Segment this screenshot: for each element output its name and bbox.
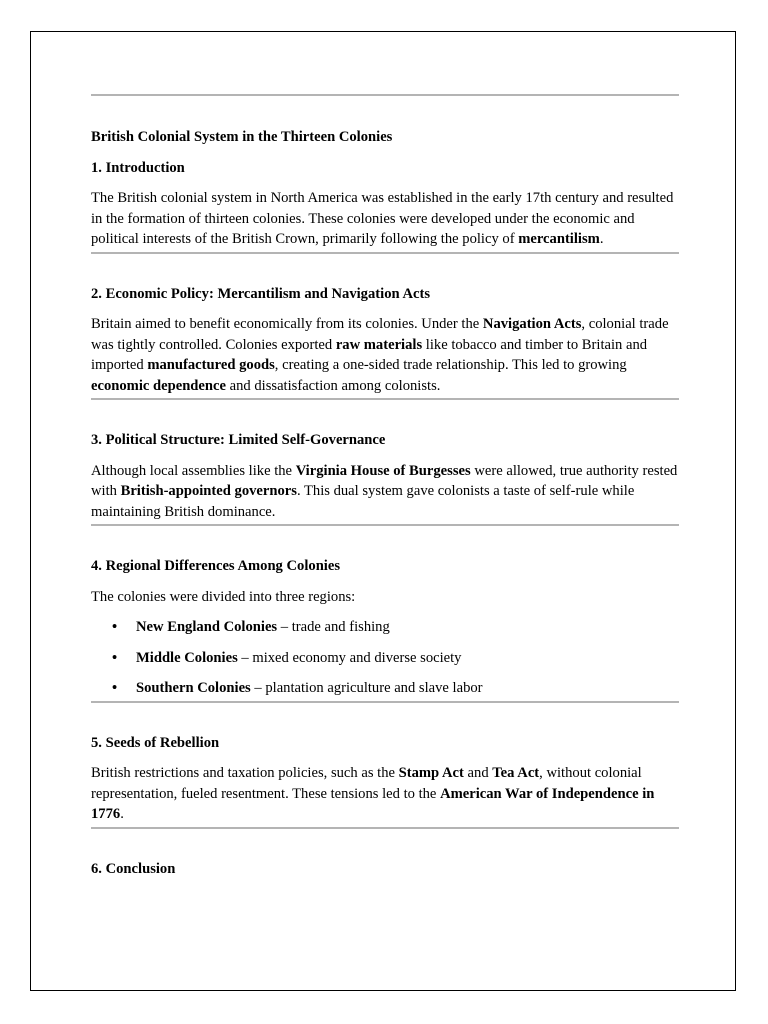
text-run: and — [463, 765, 493, 781]
text-run: British restrictions and taxation policies, such as the — [91, 765, 399, 781]
document-title: British Colonial System in the Thirteen Colonies — [91, 129, 393, 145]
bold-term: Virginia House of Burgesses — [295, 462, 471, 479]
section-heading-conclusion: 6. Conclusion — [91, 860, 176, 877]
text-run: , creating a one-sided trade relationship. This led to growing — [274, 357, 627, 373]
text-run: . — [599, 231, 604, 247]
list-item — [91, 648, 679, 669]
bold-term: economic dependence — [91, 377, 226, 394]
bold-term: Middle Colonies — [136, 649, 238, 666]
text-run: The colonies were divided into three regions: — [91, 588, 356, 605]
bold-term: manufactured goods — [147, 357, 275, 373]
section-heading-economic-policy: 2. Economic Policy: Mercantilism and Navigation Acts — [91, 285, 431, 302]
section-paragraph-seeds-of-rebellion — [91, 763, 679, 825]
section-paragraph-political-structure — [91, 461, 679, 523]
list-item — [91, 617, 679, 638]
region-list — [91, 617, 679, 699]
text-run: The British colonial system in North America was established in the early 17th century and resulted in the formation of thirteen colonies. These colonies were developed under the economic and political interests of the British Crown, primarily following the policy of — [91, 190, 674, 247]
bold-term: raw materials — [335, 336, 423, 353]
bold-term: Southern Colonies — [136, 680, 251, 696]
bold-term: New England Colonies — [136, 619, 278, 635]
bold-term: mercantilism — [518, 231, 600, 247]
bold-term: Tea Act — [492, 765, 540, 781]
list-item-description: – mixed economy and diverse society — [237, 649, 462, 666]
text-run: like tobacco and timber to Britain and imported — [91, 336, 648, 373]
section-heading-seeds-of-rebellion: 5. Seeds of Rebellion — [91, 734, 220, 751]
bullet-icon: • — [112, 680, 118, 696]
bullet-icon: • — [112, 649, 118, 666]
bold-term: Stamp Act — [398, 765, 464, 781]
text-run: Although local assemblies like the — [91, 462, 296, 479]
list-item-description: – trade and fishing — [277, 619, 390, 635]
document-content — [91, 94, 679, 879]
text-run: , colonial trade was tightly controlled. Colonies exported — [91, 316, 669, 353]
section-heading-political-structure: 3. Political Structure: Limited Self-Governance — [91, 432, 386, 448]
section-paragraph-introduction — [91, 188, 679, 250]
section-heading-introduction: 1. Introduction — [91, 159, 185, 176]
list-item — [91, 678, 679, 699]
text-run: . — [120, 806, 124, 822]
bold-term: American War of Independence in 1776 — [91, 785, 655, 822]
text-run: . This dual system gave colonists a taste of self-rule while maintaining British dominance. — [91, 483, 635, 520]
section-heading-regional-differences: 4. Regional Differences Among Colonies — [91, 558, 341, 574]
section-paragraph-regional-differences — [91, 587, 679, 608]
bold-term: British-appointed governors — [120, 483, 297, 499]
text-run: were allowed, true authority rested with — [91, 462, 678, 499]
text-run: , without colonial representation, fueled resentment. These tensions led to the — [91, 765, 642, 802]
bold-term: Navigation Acts — [482, 316, 582, 332]
list-item-description: – plantation agriculture and slave labor — [250, 680, 483, 696]
text-run: and dissatisfaction among colonists. — [225, 377, 441, 394]
bullet-icon: • — [112, 619, 118, 635]
text-run: Britain aimed to benefit economically from its colonies. Under the — [91, 316, 483, 332]
section-paragraph-economic-policy — [91, 314, 679, 396]
document-page — [30, 31, 736, 991]
